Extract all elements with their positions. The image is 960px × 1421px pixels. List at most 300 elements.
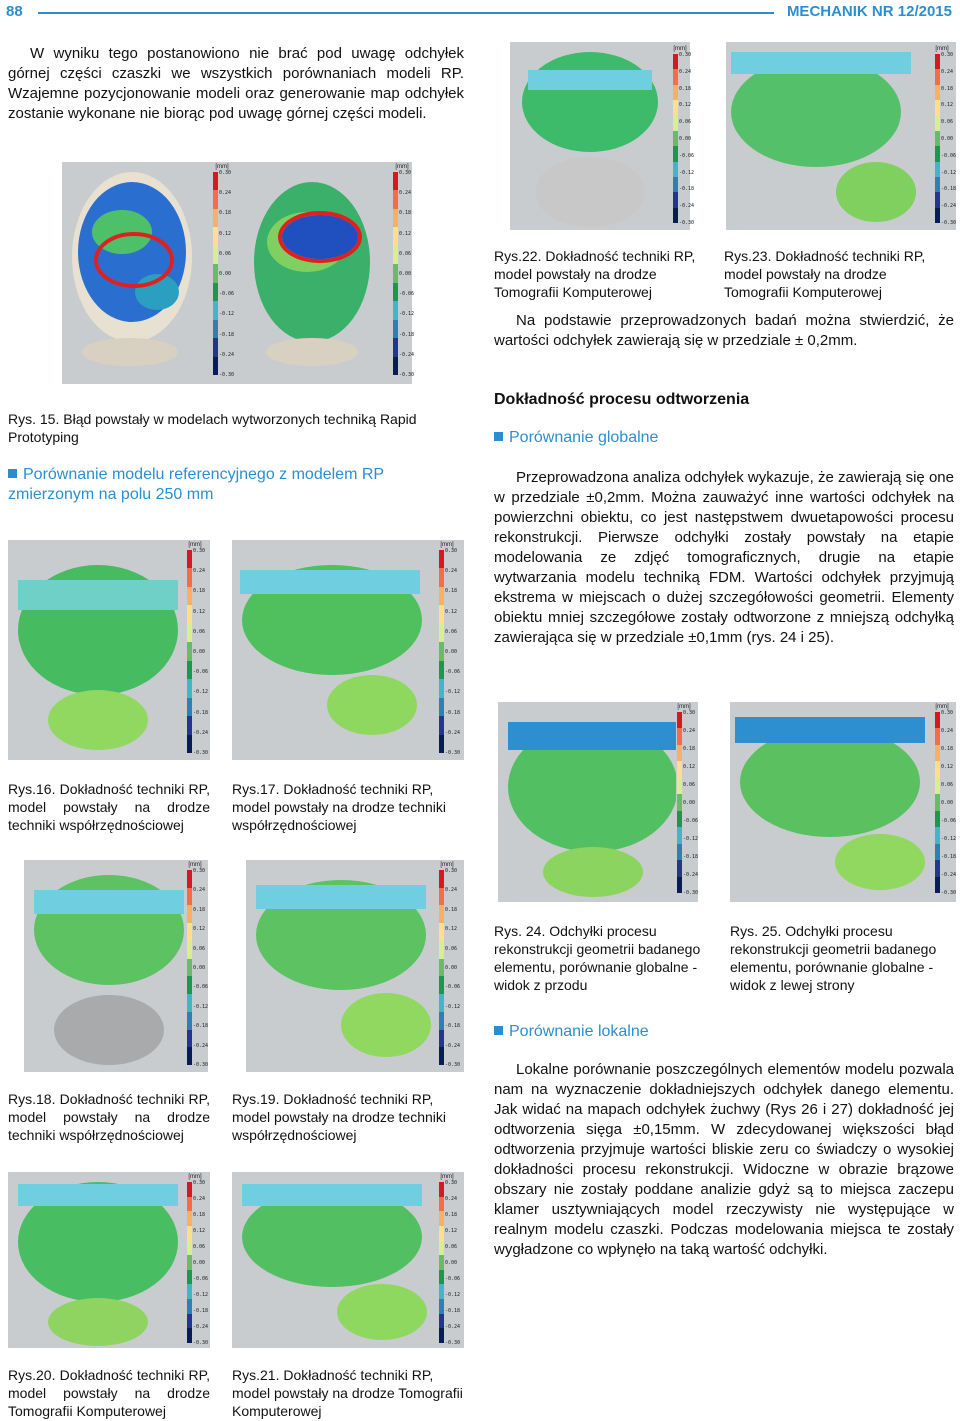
scale-color-band xyxy=(439,1211,444,1226)
fig21-caption: Rys.21. Dokładność techniki RP, model powstały na drodze Tomografii Komputerowej xyxy=(232,1367,463,1419)
scale-tick-label: 0.30 xyxy=(193,868,206,874)
scale-color-band xyxy=(213,209,218,227)
scale-tick-label: -0.24 xyxy=(679,203,695,210)
scale-tick-label: 0.00 xyxy=(193,649,206,655)
scale-color-band xyxy=(935,85,940,100)
color-scale-legend xyxy=(934,704,957,896)
scale-tick-label: 0.18 xyxy=(683,746,696,752)
scale-tick-label: 0.18 xyxy=(941,746,954,752)
scale-unit-label: [mm] xyxy=(673,46,687,52)
scale-tick-label: 0.18 xyxy=(399,210,412,217)
scale-color-band xyxy=(187,1328,192,1343)
scale-color-band xyxy=(935,761,940,777)
color-scale-legend xyxy=(934,46,957,226)
scale-color-band xyxy=(187,1197,192,1212)
scale-color-band xyxy=(393,320,398,338)
scale-tick-label: -0.30 xyxy=(193,1340,209,1346)
fig22-caption: Rys.22. Dokładność techniki RP, model powstały na drodze Tomografii Komputerowej xyxy=(494,248,696,300)
color-scale-legend xyxy=(186,1174,209,1346)
scale-color-band xyxy=(439,923,444,941)
scale-tick-label: 0.06 xyxy=(941,782,954,788)
scale-tick-label: -0.30 xyxy=(445,1340,461,1346)
scale-unit-label: [mm] xyxy=(395,164,409,170)
scale-color-band xyxy=(935,778,940,794)
scale-tick-label: -0.24 xyxy=(445,1042,461,1049)
scale-tick-label: -0.24 xyxy=(399,351,415,358)
scale-color-band xyxy=(187,716,192,734)
scale-tick-label: -0.30 xyxy=(399,372,415,378)
scale-color-band xyxy=(935,192,940,207)
scale-tick-label: 0.06 xyxy=(679,119,692,126)
scale-color-band xyxy=(439,1241,444,1256)
scale-tick-label: 0.12 xyxy=(683,764,696,770)
scale-color-band xyxy=(439,550,444,568)
scale-tick-label: -0.18 xyxy=(219,331,235,338)
scale-tick-label: -0.30 xyxy=(445,750,461,756)
scale-tick-label: -0.18 xyxy=(399,331,415,338)
scale-color-band xyxy=(187,735,192,753)
skull-front-deviation-map xyxy=(8,540,210,760)
scale-tick-label: 0.18 xyxy=(193,588,206,595)
scale-tick-label: -0.30 xyxy=(193,750,209,756)
scale-color-band xyxy=(935,860,940,876)
scale-color-band xyxy=(213,283,218,301)
scale-tick-label: -0.06 xyxy=(399,291,415,298)
scale-tick-label: 0.12 xyxy=(193,926,206,933)
scale-tick-label: -0.24 xyxy=(193,1324,209,1330)
scale-tick-label: 0.12 xyxy=(445,1228,458,1234)
scale-tick-label: -0.18 xyxy=(679,186,695,193)
scale-tick-label: 0.24 xyxy=(399,190,412,197)
scale-color-band xyxy=(677,761,682,777)
scale-tick-label: -0.06 xyxy=(941,152,957,159)
scale-tick-label: 0.12 xyxy=(193,608,206,615)
scale-color-band xyxy=(439,587,444,605)
scale-color-band xyxy=(187,550,192,568)
scale-tick-label: 0.00 xyxy=(445,1260,458,1266)
scale-tick-label: 0.06 xyxy=(445,1244,458,1250)
scale-unit-label: [mm] xyxy=(188,1174,202,1180)
conclusion-paragraph: Na podstawie przeprowadzonych badań można stwierdzić, że wartości odchyłek zawierają się w przedziale ± 0,2mm. xyxy=(494,312,954,349)
scale-color-band xyxy=(393,246,398,264)
scale-color-band xyxy=(439,1255,444,1270)
color-scale-legend xyxy=(212,164,235,378)
color-scale-legend xyxy=(438,862,461,1068)
scale-color-band xyxy=(187,661,192,679)
scale-tick-label: -0.12 xyxy=(445,689,461,696)
scale-tick-label: 0.30 xyxy=(679,52,692,58)
scale-color-band xyxy=(187,642,192,660)
color-scale-legend xyxy=(392,164,415,378)
scale-tick-label: 0.24 xyxy=(219,190,232,197)
page-number: 88 xyxy=(6,3,23,20)
scale-color-band xyxy=(439,1314,444,1329)
scale-color-band xyxy=(187,605,192,623)
fig17-image xyxy=(232,540,464,760)
scale-tick-label: 0.24 xyxy=(445,887,458,894)
bullet-square-icon xyxy=(494,432,503,441)
scale-tick-label: 0.00 xyxy=(679,136,692,142)
scale-color-band xyxy=(187,1030,192,1048)
scale-tick-label: -0.30 xyxy=(941,890,957,896)
scale-tick-label: -0.18 xyxy=(193,709,209,716)
fig17-caption: Rys.17. Dokładność techniki RP, model powstały na drodze techniki współrzędnościowej xyxy=(232,781,447,833)
scale-tick-label: -0.18 xyxy=(193,1308,209,1314)
scale-color-band xyxy=(935,177,940,192)
fig18-image xyxy=(24,860,208,1072)
scale-color-band xyxy=(439,624,444,642)
fig21-image xyxy=(232,1172,464,1348)
skull-front-deviation-map xyxy=(24,860,208,1072)
scale-tick-label: 0.24 xyxy=(193,887,206,894)
scale-color-band xyxy=(213,227,218,245)
skull-side-deviation-map xyxy=(246,860,464,1072)
scale-color-band xyxy=(393,172,398,190)
scale-color-band xyxy=(439,1299,444,1314)
scale-color-band xyxy=(213,338,218,356)
scale-color-band xyxy=(677,877,682,893)
scale-color-band xyxy=(439,994,444,1012)
scale-tick-label: 0.30 xyxy=(399,170,412,176)
scale-color-band xyxy=(439,888,444,906)
scale-color-band xyxy=(673,69,678,84)
scale-color-band xyxy=(439,1284,444,1299)
scale-color-band xyxy=(677,745,682,761)
scale-tick-label: 0.18 xyxy=(941,85,954,92)
scale-color-band xyxy=(187,679,192,697)
scale-color-band xyxy=(439,661,444,679)
scale-tick-label: 0.00 xyxy=(193,1260,206,1266)
scale-color-band xyxy=(935,794,940,810)
scale-tick-label: -0.30 xyxy=(683,890,699,896)
bullet-square-icon xyxy=(494,1026,503,1035)
scale-color-band xyxy=(935,811,940,827)
skull-side-deviation-map xyxy=(726,42,956,230)
scale-color-band xyxy=(677,728,682,744)
scale-tick-label: 0.06 xyxy=(941,119,954,126)
local-heading: Porównanie lokalne xyxy=(494,1022,954,1042)
fig25-image xyxy=(730,702,956,902)
scale-color-band xyxy=(935,877,940,893)
scale-tick-label: 0.24 xyxy=(193,568,206,575)
fig19-image xyxy=(246,860,464,1072)
scale-tick-label: 0.30 xyxy=(941,52,954,58)
scale-unit-label: [mm] xyxy=(215,164,229,170)
fig24-image xyxy=(498,702,698,902)
scale-color-band xyxy=(677,778,682,794)
scale-tick-label: -0.18 xyxy=(445,1023,461,1030)
scale-color-band xyxy=(673,192,678,207)
fig15-image-right xyxy=(242,162,415,384)
scale-color-band xyxy=(213,246,218,264)
scale-color-band xyxy=(187,1012,192,1030)
scale-color-band xyxy=(935,115,940,130)
skull-top-deviation-map-right xyxy=(242,162,415,384)
scale-color-band xyxy=(187,568,192,586)
scale-tick-label: -0.06 xyxy=(683,818,699,824)
scale-tick-label: -0.18 xyxy=(683,854,699,860)
scale-color-band xyxy=(187,1226,192,1241)
scale-tick-label: 0.30 xyxy=(219,170,232,176)
scale-color-band xyxy=(187,1047,192,1065)
scale-tick-label: 0.00 xyxy=(941,136,954,142)
scale-tick-label: 0.30 xyxy=(445,868,458,874)
scale-color-band xyxy=(677,827,682,843)
scale-tick-label: -0.24 xyxy=(445,1324,461,1330)
scale-color-band xyxy=(439,698,444,716)
skull-side-reconstruction-map xyxy=(730,702,956,902)
scale-tick-label: 0.06 xyxy=(399,250,412,257)
scale-tick-label: 0.06 xyxy=(445,628,458,635)
scale-tick-label: 0.18 xyxy=(679,85,692,92)
scale-tick-label: -0.30 xyxy=(679,220,695,226)
scale-tick-label: 0.24 xyxy=(193,1196,206,1202)
scale-color-band xyxy=(935,728,940,744)
scale-color-band xyxy=(439,941,444,959)
scale-color-band xyxy=(213,301,218,319)
scale-color-band xyxy=(935,54,940,69)
scale-tick-label: 0.30 xyxy=(445,1180,458,1186)
fig19-caption: Rys.19. Dokładność techniki RP, model powstały na drodze techniki współrzędnościowej xyxy=(232,1091,447,1143)
scale-tick-label: -0.12 xyxy=(193,689,209,696)
scale-tick-label: -0.18 xyxy=(193,1023,209,1030)
scale-color-band xyxy=(187,1270,192,1285)
scale-tick-label: 0.12 xyxy=(399,230,412,237)
scale-color-band xyxy=(213,172,218,190)
color-scale-legend xyxy=(186,862,209,1068)
scale-color-band xyxy=(439,568,444,586)
scale-tick-label: 0.18 xyxy=(445,906,458,913)
scale-tick-label: -0.06 xyxy=(193,1276,209,1282)
scale-tick-label: 0.06 xyxy=(193,1244,206,1250)
scale-color-band xyxy=(393,264,398,282)
scale-unit-label: [mm] xyxy=(935,46,949,52)
scale-tick-label: -0.18 xyxy=(941,854,957,860)
scale-tick-label: -0.06 xyxy=(445,984,461,991)
journal-title: MECHANIK NR 12/2015 xyxy=(786,3,952,20)
scale-color-band xyxy=(187,994,192,1012)
scale-tick-label: 0.06 xyxy=(193,628,206,635)
scale-color-band xyxy=(673,85,678,100)
scale-tick-label: -0.30 xyxy=(941,220,957,226)
scale-tick-label: 0.00 xyxy=(193,965,206,971)
skull-front-deviation-map xyxy=(8,1172,210,1348)
scale-color-band xyxy=(213,264,218,282)
scale-color-band xyxy=(213,357,218,375)
scale-tick-label: -0.12 xyxy=(193,1003,209,1010)
scale-color-band xyxy=(935,131,940,146)
scale-tick-label: 0.30 xyxy=(445,548,458,554)
scale-color-band xyxy=(439,716,444,734)
scale-tick-label: -0.12 xyxy=(219,311,235,318)
scale-tick-label: -0.12 xyxy=(683,836,699,842)
scale-tick-label: 0.00 xyxy=(445,649,458,655)
scale-color-band xyxy=(393,283,398,301)
scale-tick-label: -0.06 xyxy=(445,669,461,676)
scale-tick-label: -0.12 xyxy=(445,1003,461,1010)
scale-unit-label: [mm] xyxy=(677,704,691,710)
scale-unit-label: [mm] xyxy=(440,862,454,868)
scale-tick-label: 0.30 xyxy=(193,548,206,554)
scale-tick-label: -0.24 xyxy=(193,1042,209,1049)
scale-tick-label: 0.24 xyxy=(941,68,954,75)
scale-tick-label: -0.24 xyxy=(941,872,957,878)
scale-color-band xyxy=(677,794,682,810)
scale-color-band xyxy=(187,587,192,605)
scale-tick-label: -0.12 xyxy=(193,1292,209,1298)
scale-tick-label: 0.06 xyxy=(219,250,232,257)
scale-tick-label: 0.00 xyxy=(445,965,458,971)
scale-tick-label: -0.12 xyxy=(679,169,695,176)
scale-tick-label: 0.18 xyxy=(193,906,206,913)
scale-color-band xyxy=(393,301,398,319)
scale-color-band xyxy=(187,1211,192,1226)
scale-color-band xyxy=(935,100,940,115)
scale-color-band xyxy=(673,115,678,130)
scale-color-band xyxy=(187,1299,192,1314)
scale-color-band xyxy=(673,54,678,69)
bullet-square-icon xyxy=(8,469,17,478)
scale-color-band xyxy=(439,605,444,623)
fig23-caption: Rys.23. Dokładność techniki RP, model powstały na drodze Tomografii Komputerowej xyxy=(724,248,926,300)
local-paragraph: Lokalne porównanie poszczególnych elementów modelu pozwala nam na wyznaczenie dokładniejszych odchyłek danego elementu. Jak widać na mapach odchyłek żuchwy (Rys 26 i 27) dokładność jej odtworzenia sięga ±0,15mm. W zdecydowanej większości błąd odtworzenia przyjmuje wartości bliskie zeru co świadczy o wysokiej dokładności procesu rekonstrukcji. Widoczne w obrazie brązowe obszary nie zostały poddane analizie gdyż są to miejsca zaczepu klamer usztywniających model rzeczywisty nie występujące w realnym modelu czaszki. Podczas modelowania miejsca te zostały wygładzone co wpłynęło na taką wartość odchyłki. xyxy=(494,1061,954,1258)
scale-color-band xyxy=(187,888,192,906)
scale-tick-label: -0.12 xyxy=(399,311,415,318)
scale-color-band xyxy=(935,712,940,728)
fig25-caption: Rys. 25. Odchyłki procesu rekonstrukcji geometrii badanego elementu, porównanie globalne - widok z lewej strony xyxy=(730,923,937,993)
scale-tick-label: -0.06 xyxy=(445,1276,461,1282)
scale-tick-label: -0.06 xyxy=(193,984,209,991)
scale-color-band xyxy=(673,100,678,115)
scale-color-band xyxy=(439,1047,444,1065)
color-scale-legend xyxy=(438,542,461,756)
scale-color-band xyxy=(187,870,192,888)
scale-tick-label: -0.12 xyxy=(941,169,957,176)
scale-color-band xyxy=(439,905,444,923)
scale-tick-label: 0.12 xyxy=(941,102,954,109)
skull-side-deviation-map xyxy=(232,540,464,760)
scale-color-band xyxy=(439,959,444,977)
scale-color-band xyxy=(677,844,682,860)
color-scale-legend xyxy=(186,542,209,756)
scale-color-band xyxy=(673,162,678,177)
scale-color-band xyxy=(439,870,444,888)
scale-tick-label: -0.06 xyxy=(679,152,695,159)
color-scale-legend xyxy=(676,704,699,896)
scale-color-band xyxy=(677,811,682,827)
scale-unit-label: [mm] xyxy=(188,542,202,548)
scale-tick-label: -0.18 xyxy=(941,186,957,193)
scale-color-band xyxy=(439,1226,444,1241)
scale-color-band xyxy=(213,190,218,208)
scale-tick-label: 0.06 xyxy=(683,782,696,788)
global-heading: Porównanie globalne xyxy=(494,428,954,448)
scale-tick-label: -0.24 xyxy=(445,729,461,736)
scale-color-band xyxy=(187,959,192,977)
scale-color-band xyxy=(187,941,192,959)
scale-tick-label: -0.06 xyxy=(219,291,235,298)
scale-tick-label: 0.12 xyxy=(219,230,232,237)
scale-color-band xyxy=(439,1270,444,1285)
scale-color-band xyxy=(187,1182,192,1197)
scale-tick-label: 0.18 xyxy=(219,210,232,217)
scale-color-band xyxy=(393,190,398,208)
skull-front-reconstruction-map xyxy=(498,702,698,902)
scale-tick-label: -0.18 xyxy=(445,709,461,716)
scale-tick-label: 0.06 xyxy=(193,945,206,952)
scale-unit-label: [mm] xyxy=(440,542,454,548)
scale-tick-label: 0.12 xyxy=(679,102,692,109)
scale-tick-label: -0.06 xyxy=(193,669,209,676)
scale-tick-label: 0.12 xyxy=(193,1228,206,1234)
scale-tick-label: 0.00 xyxy=(219,271,232,277)
scale-tick-label: 0.00 xyxy=(399,271,412,277)
scale-color-band xyxy=(935,146,940,161)
scale-color-band xyxy=(187,624,192,642)
fig20-caption: Rys.20. Dokładność techniki RP, model powstały na drodze Tomografii Komputerowej xyxy=(8,1367,210,1419)
scale-tick-label: -0.24 xyxy=(219,351,235,358)
scale-color-band xyxy=(935,69,940,84)
scale-color-band xyxy=(187,1241,192,1256)
scale-color-band xyxy=(187,976,192,994)
scale-tick-label: 0.06 xyxy=(445,945,458,952)
scale-color-band xyxy=(935,162,940,177)
scale-tick-label: -0.06 xyxy=(941,818,957,824)
scale-color-band xyxy=(439,1012,444,1030)
scale-color-band xyxy=(439,1182,444,1197)
fig20-image xyxy=(8,1172,210,1348)
scale-color-band xyxy=(393,357,398,375)
scale-color-band xyxy=(935,745,940,761)
color-scale-legend xyxy=(438,1174,461,1346)
global-paragraph: Przeprowadzona analiza odchyłek wykazuje, że zawierają się one w przedziale ±0,2mm. Można zauważyć inne wartości odchyłek na powierzchni obiektu, co jest następstwem dwuetapowości procesu rekonstrukcji. Pierwsze odchyłki zostały powstały na etapie modelowania ze zdjęć tomograficznych, drugie na etapie wytwarzania modelu techniką FDM. Wartości odchyłek przyjmują ekstrema w miejscach o dużej szczegółowości geometrii. Elementy obiektu mniej szczegółowe zostały odtworzone z mniejszą odchyłką zawierająca się w przedziale ±0,1mm (rys. 24 i 25). xyxy=(494,469,954,646)
scale-tick-label: 0.12 xyxy=(941,764,954,770)
scale-color-band xyxy=(439,976,444,994)
scale-color-band xyxy=(677,860,682,876)
scale-tick-label: -0.12 xyxy=(445,1292,461,1298)
scale-color-band xyxy=(673,146,678,161)
scale-tick-label: -0.18 xyxy=(445,1308,461,1314)
scale-unit-label: [mm] xyxy=(935,704,949,710)
fig24-caption: Rys. 24. Odchyłki procesu rekonstrukcji geometrii badanego elementu, porównanie globalne - widok z przodu xyxy=(494,923,701,993)
scale-color-band xyxy=(187,1255,192,1270)
scale-color-band xyxy=(935,844,940,860)
scale-color-band xyxy=(187,923,192,941)
scale-unit-label: [mm] xyxy=(440,1174,454,1180)
scale-tick-label: -0.24 xyxy=(683,872,699,878)
scale-tick-label: 0.12 xyxy=(445,608,458,615)
fig23-image xyxy=(726,42,956,230)
color-scale-legend xyxy=(672,46,695,226)
scale-tick-label: 0.30 xyxy=(683,710,696,716)
scale-tick-label: 0.24 xyxy=(683,728,696,734)
scale-tick-label: -0.12 xyxy=(941,836,957,842)
scale-color-band xyxy=(673,131,678,146)
fig18-caption: Rys.18. Dokładność techniki RP, model powstały na drodze techniki współrzędnościowej xyxy=(8,1091,210,1143)
scale-color-band xyxy=(439,735,444,753)
scale-tick-label: -0.30 xyxy=(193,1062,209,1068)
section-accuracy-heading: Dokładność procesu odtworzenia xyxy=(494,391,750,408)
scale-color-band xyxy=(439,1328,444,1343)
skull-side-deviation-map xyxy=(232,1172,464,1348)
intro-paragraph: W wyniku tego postanowiono nie brać pod uwagę odchyłek górnej części czaszki we wszystkich porównaniach modeli RP. Wzajemne pozycjonowanie modeli oraz generowanie map odchyłek zostanie wykonane nie biorąc pod uwagę górnej części modeli. xyxy=(8,45,464,122)
scale-color-band xyxy=(187,698,192,716)
scale-tick-label: 0.24 xyxy=(941,728,954,734)
scale-color-band xyxy=(439,642,444,660)
fig15-caption: Rys. 15. Błąd powstały w modelach wytworzonych techniką Rapid Prototyping xyxy=(8,411,417,445)
scale-tick-label: 0.18 xyxy=(193,1212,206,1218)
scale-unit-label: [mm] xyxy=(188,862,202,868)
